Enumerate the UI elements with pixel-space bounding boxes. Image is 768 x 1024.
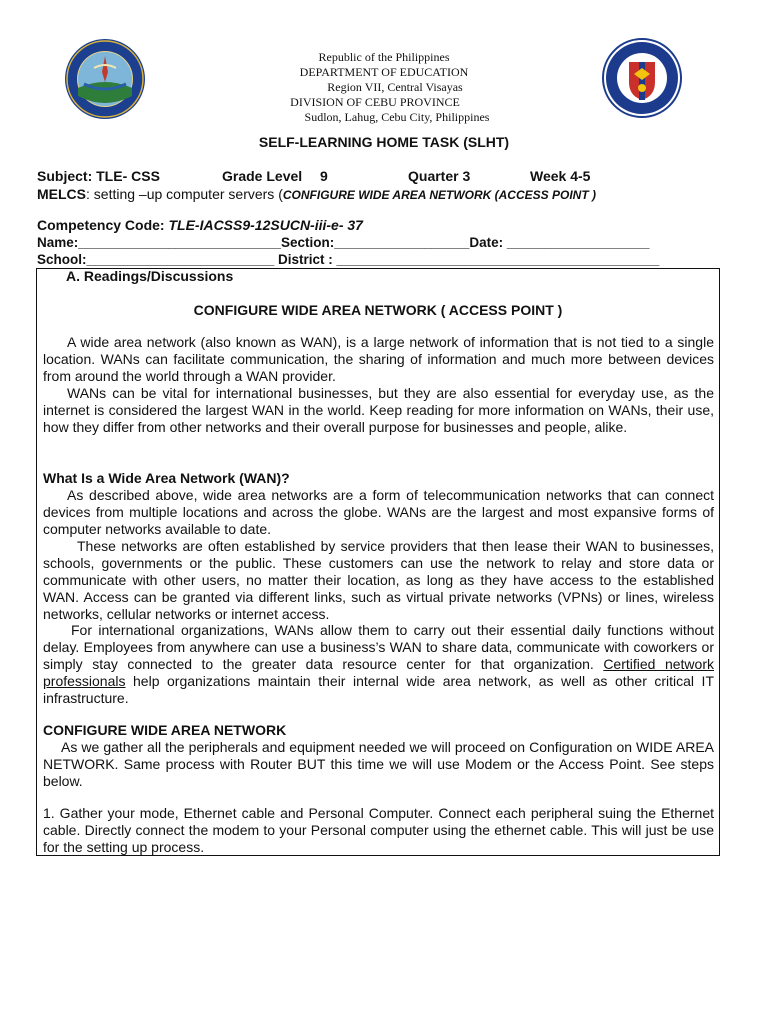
paragraph-2-text: WANs can be vital for international businesses, but they are also essential for everyday use, as the internet is considered the largest WAN in the world. Keep reading for more information on WANs, their use, how they differ from other networks and their overall purpose for businesses and people, alike. [43, 385, 714, 435]
cebu-province-seal [64, 38, 146, 120]
header-line-division: DIVISION OF CEBU PROVINCE [290, 95, 460, 109]
paragraph-5-text-end: help organizations maintain their internal wide area network, as well as other critical IT infrastructure. [43, 673, 714, 706]
document-title: SELF-LEARNING HOME TASK (SLHT) [258, 134, 510, 150]
melcs-row [37, 186, 596, 202]
paragraph-3-text: As described above, wide area networks are a form of telecommunication networks that can connect devices from multiple locations and across the globe. WANs are the largest and most expansive forms of computer networks available to date. [43, 487, 714, 537]
header-line-region: Region VII, Central Visayas [327, 80, 463, 94]
paragraph-4 [43, 538, 714, 623]
subject-value: TLE- CSS [96, 168, 160, 184]
paragraph-6 [43, 739, 714, 790]
grade-value: 9 [320, 168, 328, 184]
header-line-address: Sudlon, Lahug, Cebu City, Philippines [304, 110, 490, 124]
paragraph-1-text: A wide area network (also known as WAN), is a large network of information that is not tied to a single location. WANs can facilitate communication, the sharing of information and much more between devices from around the world through a WAN provider. [43, 334, 714, 384]
grade-label: Grade Level [222, 168, 303, 184]
competency-row [37, 217, 363, 233]
paragraph-3 [43, 487, 714, 538]
letterhead [200, 50, 568, 125]
deped-seal [602, 38, 682, 118]
paragraph-6-text: As we gather all the peripherals and equipment needed we will proceed on Configuration on WIDE AREA NETWORK. Same process with Router BUT this time we will use Modem or the Access Point. See steps below. [43, 739, 714, 789]
subject-label: Subject: [37, 168, 93, 184]
melcs-italic: CONFIGURE WIDE AREA NETWORK (ACCESS POINT ) [282, 188, 596, 202]
quarter-text: Quarter 3 [408, 168, 471, 184]
paragraph-7-text: 1. Gather your mode, Ethernet cable and Personal Computer. Connect each peripheral suing the Ethernet cable. Directly connect the modem to your Personal computer using the ethernet cable. This will just be use for the setting up process. [43, 805, 714, 855]
paragraph-1 [43, 334, 714, 385]
subject-row [37, 168, 160, 184]
paragraph-5 [43, 622, 714, 707]
wan-question-heading: What Is a Wide Area Network (WAN)? [43, 470, 290, 486]
readings-heading: CONFIGURE WIDE AREA NETWORK ( ACCESS POINT ) [193, 302, 563, 318]
competency-label: Competency Code: [37, 217, 165, 233]
competency-value: TLE-IACSS9-12SUCN-iii-e- 37 [168, 217, 363, 233]
configure-wan-heading: CONFIGURE WIDE AREA NETWORK [43, 722, 287, 738]
grade-row [222, 168, 328, 184]
header-line-deped: DEPARTMENT OF EDUCATION [299, 65, 469, 79]
certified-professionals-link[interactable]: Certified network professionals [43, 656, 714, 689]
paragraph-2 [43, 385, 714, 436]
week-text: Week 4-5 [530, 168, 591, 184]
paragraph-7 [43, 805, 714, 856]
header-line-republic: Republic of the Philippines [318, 50, 450, 64]
readings-section-label: A. Readings/Discussions [66, 268, 234, 284]
paragraph-5-text: For international organizations, WANs allow them to carry out their essential daily functions without delay. Employees from anywhere can use a business’s WAN to share data, communicate with coworkers or simply stay connected to the greater data resource center for that organization. [43, 622, 714, 672]
melcs-label: MELCS [37, 186, 86, 202]
school-line: School:_________________________ District : ___________________________________________ [37, 252, 660, 267]
name-line: Name:___________________________Section:__________________Date: ___________________ [37, 235, 650, 250]
melcs-text: : setting –up computer servers ( [86, 186, 283, 202]
paragraph-4-text: These networks are often established by service providers that then lease their WAN to businesses, schools, governments or the public. These customers can use the network to relay and store data or communicate with other users, no matter their location, as long as they have access to the established WAN. Access can be granted via different links, such as virtual private networks (VPNs) or lines, wireless networks, cellular networks or internet access. [43, 538, 714, 622]
